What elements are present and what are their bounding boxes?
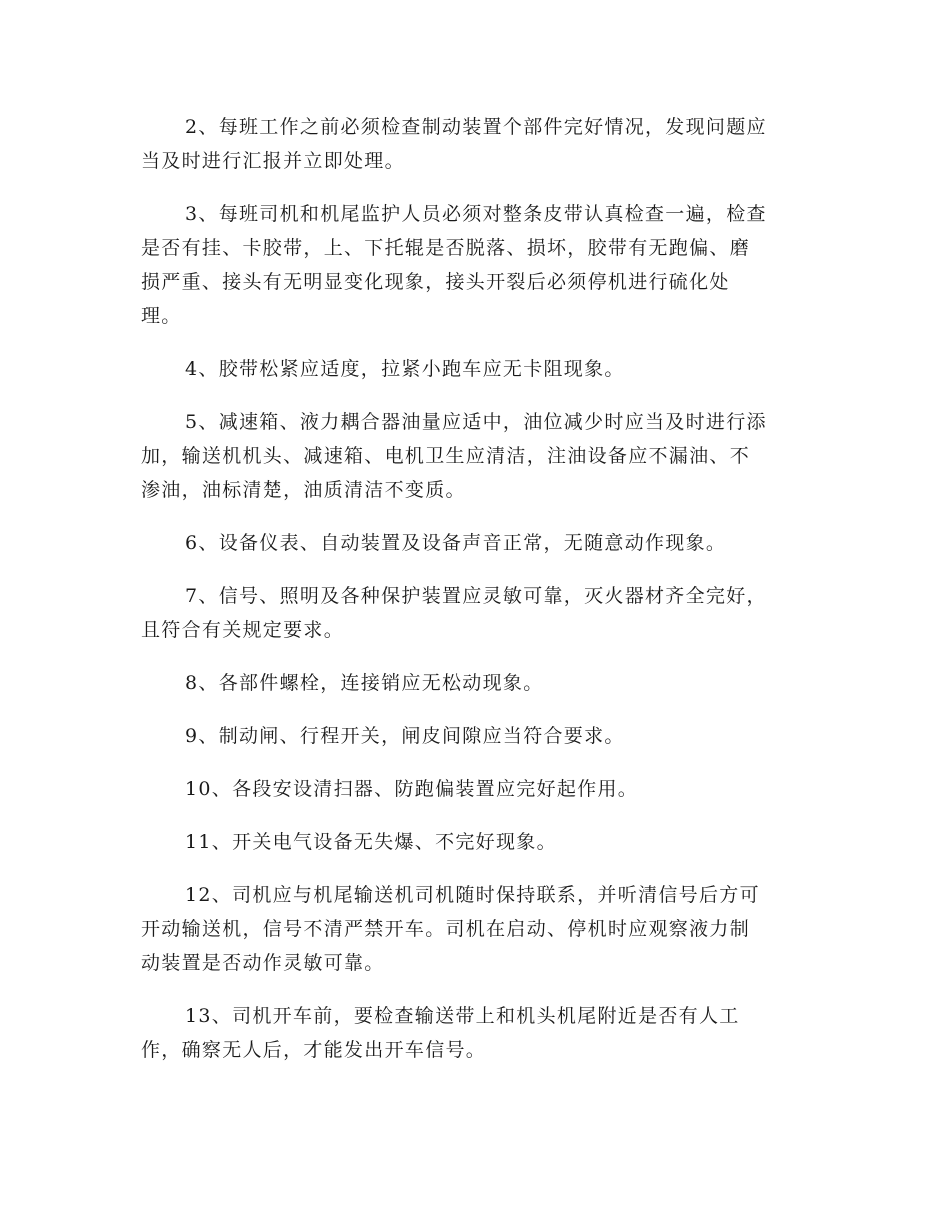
paragraph-line: 加，输送机机头、减速箱、电机卫生应清洁，注油设备应不漏油、不 [141, 445, 751, 467]
paragraph-line: 是否有挂、卡胶带，上、下托辊是否脱落、损坏，胶带有无跑偏、磨 [141, 237, 751, 259]
paragraph-line: 13、司机开车前，要检查输送带上和机头机尾附近是否有人工 [185, 1005, 740, 1027]
document-body [141, 110, 806, 1086]
paragraph-line: 动装置是否动作灵敏可靠。 [141, 952, 385, 974]
paragraph-line: 11、开关电气设备无失爆、不完好现象。 [185, 831, 557, 853]
paragraph-line: 2、每班工作之前必须检查制动装置个部件完好情况，发现问题应 [185, 116, 767, 138]
paragraph-item-7 [141, 579, 806, 647]
paragraph-line: 4、胶带松紧应适度，拉紧小跑车应无卡阻现象。 [185, 358, 625, 380]
paragraph-line: 开动输送机，信号不清严禁开车。司机在启动、停机时应观察液力制 [141, 918, 751, 940]
paragraph-item-10 [141, 772, 806, 806]
paragraph-line: 8、各部件螺栓，连接销应无松动现象。 [185, 672, 544, 694]
paragraph-line: 5、减速箱、液力耦合器油量应适中，油位减少时应当及时进行添 [185, 411, 767, 433]
paragraph-item-6 [141, 526, 806, 560]
paragraph-line: 7、信号、照明及各种保护装置应灵敏可靠，灭火器材齐全完好， [185, 585, 767, 607]
paragraph-item-4 [141, 352, 806, 386]
paragraph-line: 12、司机应与机尾输送机司机随时保持联系，并听清信号后方可 [185, 884, 760, 906]
paragraph-item-13 [141, 999, 806, 1067]
paragraph-line: 9、制动闸、行程开关，闸皮间隙应当符合要求。 [185, 725, 625, 747]
paragraph-item-2 [141, 110, 806, 178]
paragraph-line: 10、各段安设清扫器、防跑偏装置应完好起作用。 [185, 778, 639, 800]
paragraph-item-5 [141, 405, 806, 507]
paragraph-item-12 [141, 878, 806, 980]
paragraph-line: 当及时进行汇报并立即处理。 [141, 150, 405, 172]
paragraph-item-9 [141, 719, 806, 753]
paragraph-item-11 [141, 825, 806, 859]
paragraph-line: 作，确察无人后，才能发出开车信号。 [141, 1039, 487, 1061]
paragraph-line: 3、每班司机和机尾监护人员必须对整条皮带认真检查一遍，检查 [185, 203, 767, 225]
paragraph-line: 且符合有关规定要求。 [141, 619, 345, 641]
paragraph-line: 渗油，油标清楚，油质清洁不变质。 [141, 479, 466, 501]
paragraph-line: 理。 [141, 305, 182, 327]
paragraph-item-8 [141, 666, 806, 700]
paragraph-line: 6、设备仪表、自动装置及设备声音正常，无随意动作现象。 [185, 532, 727, 554]
paragraph-item-3 [141, 197, 806, 333]
paragraph-line: 损严重、接头有无明显变化现象，接头开裂后必须停机进行硫化处 [141, 271, 730, 293]
